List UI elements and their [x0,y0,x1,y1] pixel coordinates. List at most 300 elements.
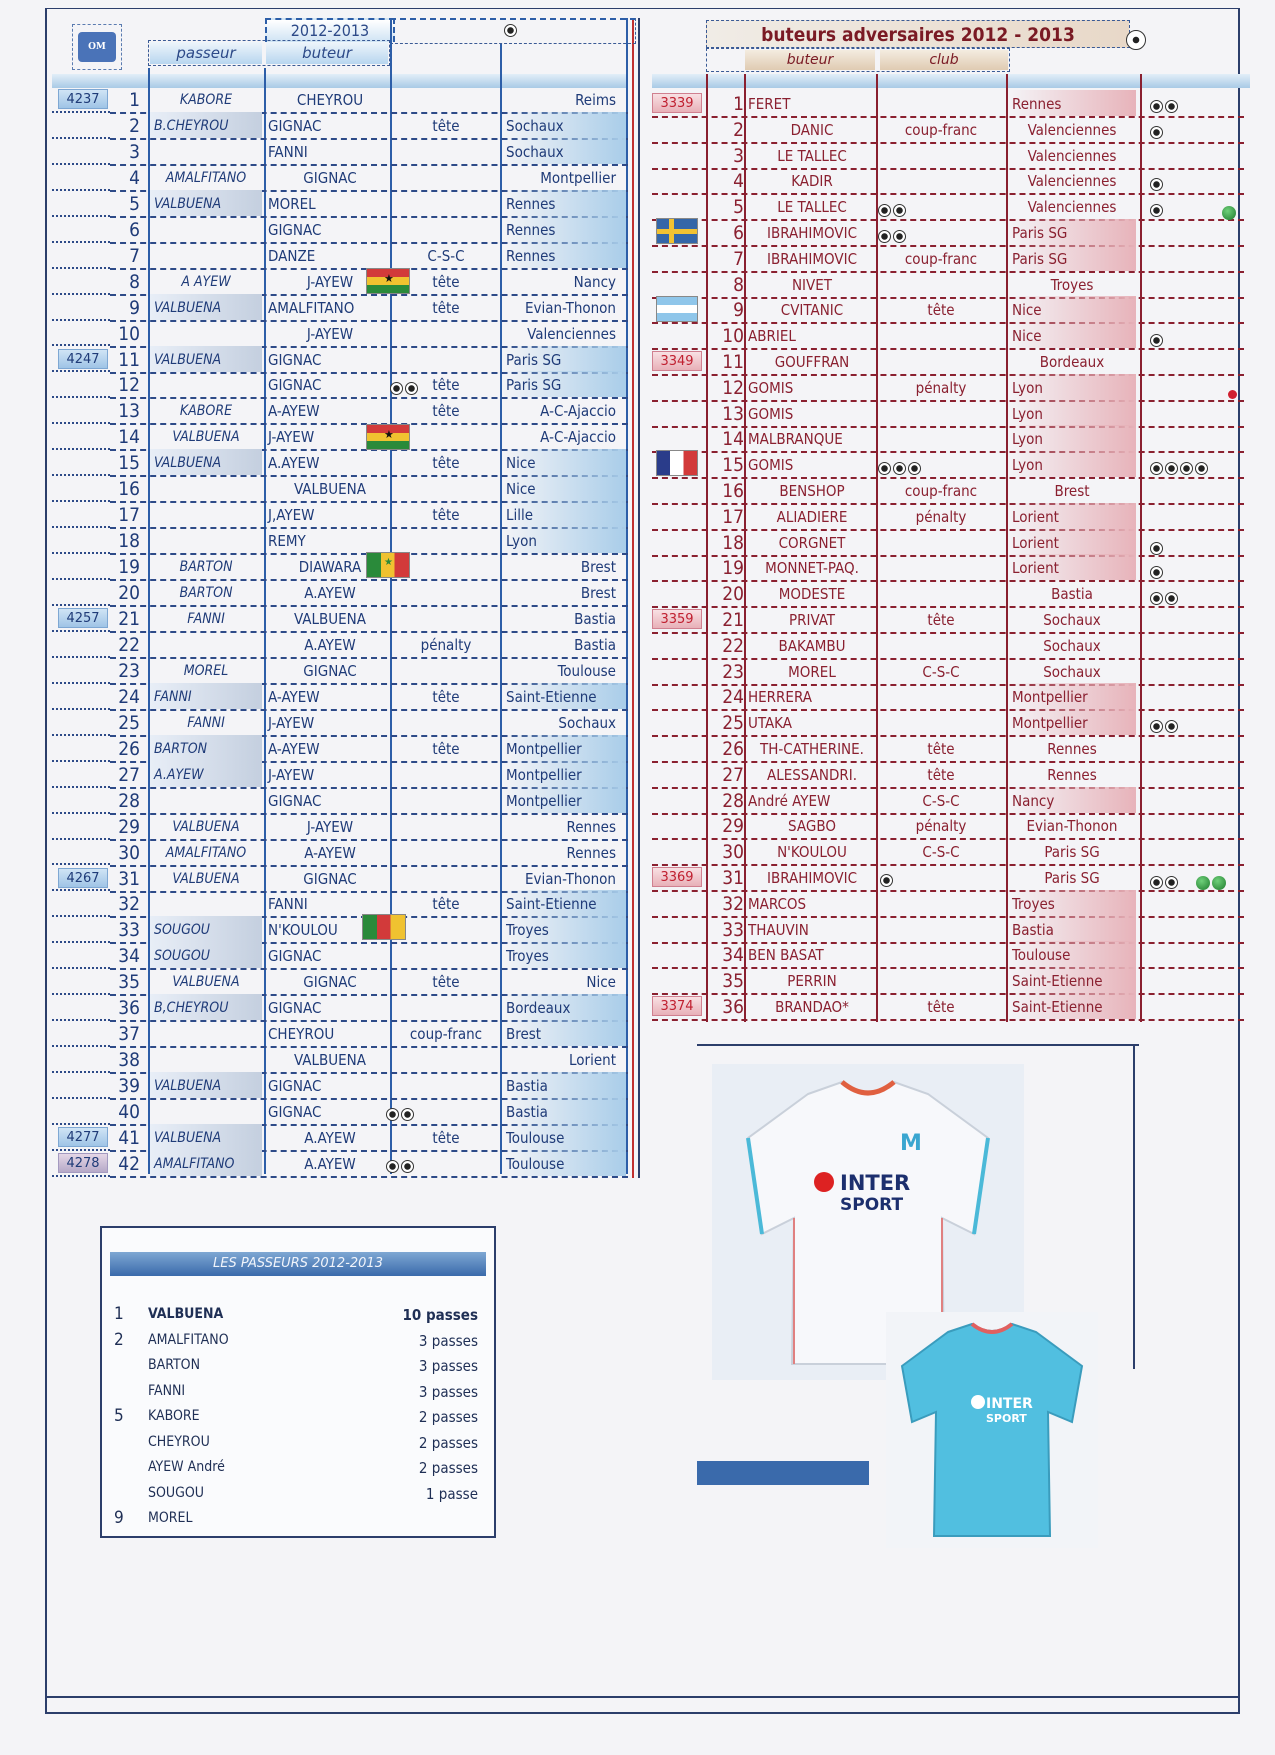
scorer-name: A.AYEW [268,454,320,473]
club-name: Valenciennes [1027,172,1117,191]
goal-type [878,142,1004,168]
table-row [652,658,1244,686]
table-row [110,527,628,555]
scorer-name: GIGNAC [303,973,357,992]
goal-type: tête [432,973,460,992]
scorer-name: DANIC [790,120,834,139]
ball-icon [386,1160,399,1173]
passer-name [150,1098,262,1124]
goal-number: 35 [722,970,744,993]
row-margin [52,295,110,321]
red-ball [1228,384,1237,403]
goal-number: 11 [118,348,140,371]
ball-icon [1150,876,1163,889]
passer-name: KABORE [179,92,233,108]
scorer-name: CHEYROU [296,91,364,109]
table-row [110,787,628,815]
goal-balls [878,458,923,477]
ball-icon [1165,876,1178,889]
club-name: Brest [1054,482,1090,500]
table-row [110,1020,628,1048]
goal-number: 26 [118,737,140,760]
table-row [110,942,628,970]
goal-number: 6 [733,222,744,244]
goal-type [392,164,500,190]
passer-row [102,1432,492,1456]
scorer-name: J-AYEW [306,817,354,836]
club-name: Paris SG [1044,869,1100,887]
passer-name [150,527,262,553]
row-margin [52,269,110,295]
goal-counter-badge: 3349 [652,351,702,371]
table-row [110,657,628,685]
club-name: Nice [1008,322,1136,348]
goal-number: 24 [118,685,140,708]
table-row [652,941,1244,969]
goal-number: 13 [722,402,744,425]
opponent-club: Troyes [502,916,626,942]
table-row [110,449,628,477]
passer-name: SOUGOU [150,916,262,942]
goal-type [392,761,500,787]
argentina-flag-icon [656,296,698,322]
table-row [652,503,1244,531]
ball-icon [878,462,891,475]
green-ball-icon [1222,206,1236,220]
passer-row [102,1355,492,1379]
ball-icon [1165,100,1178,113]
club-name: Paris SG [1008,245,1136,271]
scorer-name: A.AYEW [304,635,356,654]
ball-icon [1150,720,1163,733]
passer-name: AYEW André [148,1459,225,1475]
scorer-name: FANNI [268,895,308,914]
goal-number: 3 [733,144,744,167]
scorer-name: J,AYEW [268,506,315,525]
green-ball-icon [1196,876,1210,890]
passer-name: VALBUENA [148,1306,224,1322]
scorer-name: GIGNAC [268,947,322,966]
goal-type [392,942,500,968]
right-top-bar [652,74,1250,88]
goal-number: 34 [118,945,140,968]
goal-type: pénalty [915,378,967,397]
scorer-name: ALESSANDRI. [766,765,858,784]
passer-name: VALBUENA [150,1072,262,1098]
club-name: Bastia [1008,916,1136,942]
scorer-name: J-AYEW [268,765,315,784]
goal-type [392,216,500,242]
table-row [110,346,628,374]
row-margin [52,554,110,580]
passer-count: 2 passes [418,1459,478,1477]
passer-name [150,1020,262,1046]
goal-balls [1150,562,1165,581]
row-margin [52,762,110,788]
passer-name: FANNI [150,683,262,709]
goal-number: 31 [722,867,744,889]
club-logo-icon: OM [72,24,122,70]
club-name: Paris SG [1008,219,1136,245]
table-row [110,138,628,166]
away-shirt-image [886,1312,1098,1548]
scorer-name: BAKAMBU [778,636,846,655]
scorer-name: BRANDAO* [775,998,849,1016]
row-margin [52,191,110,217]
club-name: Bastia [1051,585,1093,604]
scorer-name: GIGNAC [268,220,322,239]
opponent-club: Toulouse [557,661,616,680]
goal-number: 23 [118,659,140,682]
row-margin [52,476,110,502]
goal-number: 28 [118,789,140,812]
club-name: Bordeaux [1039,353,1105,371]
scorer-name: UTAKA [748,714,792,733]
goal-type [392,813,500,839]
goal-number: 1 [733,93,744,115]
scorer-name: MONNET-PAQ. [765,559,859,578]
goal-type [392,138,500,164]
goal-type [392,839,500,865]
passer-name: BARTON [148,1357,201,1373]
goal-counter-badge: 3339 [652,93,702,113]
opponent-club: Toulouse [502,1124,626,1150]
shirt-frame-right [1133,1044,1135,1369]
ball-icon [401,1160,414,1173]
goal-balls [1150,200,1165,219]
passer-name: BARTON [179,559,233,576]
scorer-name: MARCOS [748,894,807,913]
goal-number: 4 [129,166,140,189]
opponent-club: Brest [580,584,616,603]
scorer-name: IBRAHIMOVIC [767,224,857,242]
goal-type: tête [432,376,460,395]
passer-name [150,216,262,242]
goal-type [392,865,500,891]
goal-type: coup-franc [904,249,978,268]
scorer-name: VALBUENA [294,1051,366,1070]
goal-number: 16 [118,478,140,501]
scorer-name: GIGNAC [268,999,322,1018]
passer-name: BARTON [150,735,262,761]
goal-type [878,709,1004,735]
goal-number: 3 [129,140,140,163]
opponent-club: Bastia [502,1072,626,1098]
table-row [652,296,1244,324]
passers-title: LES PASSEURS 2012-2013 [110,1252,486,1276]
table-row [110,579,628,607]
passer-count: 3 passes [418,1382,478,1401]
passer-name [150,371,262,397]
opponent-club: Rennes [502,242,626,268]
sweden-flag-icon [656,218,698,244]
ball-icon [1195,462,1208,475]
goal-balls [1150,122,1165,141]
ball-icon [390,382,403,395]
ball-icon [878,204,891,217]
scorer-name: DANZE [268,246,316,265]
goal-type [878,580,1004,606]
table-row [652,271,1244,299]
opponent-club: Bastia [502,1098,626,1124]
club-name: Evian-Thonon [1026,817,1118,836]
table-row [652,993,1244,1021]
club-name: Lorient [1008,554,1136,580]
goal-number: 17 [118,504,140,527]
ball-icon [1150,126,1163,139]
passer-name: VALBUENA [172,818,240,835]
row-margin [52,995,110,1021]
club-name: Rennes [1008,90,1136,116]
goal-type [392,190,500,216]
goal-type: tête [432,506,460,525]
goal-type [878,425,1004,451]
ball-icon [504,24,517,37]
table-row [110,112,628,140]
scorer-name: LE TALLEC [777,146,847,165]
table-row [110,709,628,737]
goal-number: 7 [129,244,140,267]
ball-icon [386,1108,399,1121]
goal-type [392,709,500,735]
goal-type [878,683,1004,709]
table-row [652,142,1244,170]
goal-number: 5 [129,192,140,215]
scorer-name: J-AYEW [268,713,315,732]
goal-number: 21 [118,608,140,630]
goal-number: 38 [118,1049,140,1072]
goal-type [878,941,1004,967]
opponent-club: Nice [502,449,626,475]
goal-type [878,916,1004,942]
goal-balls [880,870,895,889]
club-name: Nice [1008,296,1136,322]
goal-balls [1150,96,1180,115]
opponent-club: Saint-Etienne [502,890,626,916]
shirt-frame-top [697,1044,1139,1046]
table-row [110,501,628,529]
goal-number: 2 [129,114,140,137]
row-margin [52,450,110,476]
opponent-buteur-header: buteur [745,50,875,70]
green-balls [1196,872,1228,891]
goal-type [392,346,500,372]
table-row [110,1150,628,1178]
ball-icon [1180,462,1193,475]
ball-icon [1165,462,1178,475]
ball-icon [1150,204,1163,217]
passer-name: BARTON [179,585,233,602]
club-name: Valenciennes [1027,198,1117,217]
goal-type: C-S-C [922,843,960,862]
row-margin [52,658,110,684]
ball-icon [401,1108,414,1121]
club-name: Lyon [1008,374,1136,400]
ball-icon [1150,566,1163,579]
table-row [110,813,628,841]
club-name: Lyon [1008,425,1136,451]
goal-type [878,400,1004,426]
goal-balls [1150,716,1180,735]
goal-type [392,86,500,112]
opponent-club: Evian-Thonon [525,869,616,888]
goal-type [878,554,1004,580]
opponent-club: Nice [586,973,616,992]
row-margin [52,372,110,398]
table-row [110,1124,628,1152]
opponent-club: Brest [502,1020,626,1046]
goal-type: tête [927,611,955,629]
goal-type: tête [927,301,955,320]
opponents-title: buteurs adversaires 2012 - 2013 [706,20,1130,48]
club-name: Nancy [1008,787,1136,813]
club-name: Valenciennes [1027,146,1117,165]
goal-type [392,605,500,631]
goal-number: 13 [118,400,140,423]
goal-type [392,1072,500,1098]
opponent-club: Rennes [566,817,616,836]
passer-rank: 9 [114,1508,124,1528]
goal-type [392,579,500,605]
passer-rank: 5 [114,1406,124,1426]
goal-number: 33 [118,919,140,942]
goal-number: 39 [118,1075,140,1098]
red-ball-icon [1228,390,1237,399]
table-row [110,216,628,244]
season-title: 2012-2013 [265,18,395,42]
table-row [110,683,628,711]
passer-row [102,1406,492,1430]
goal-number: 1 [129,89,140,111]
table-row [652,400,1244,428]
passer-name: FANNI [187,611,225,627]
scorer-name: J-AYEW [268,428,315,447]
goal-type [392,657,500,683]
goal-type: coup-franc [409,1025,483,1044]
passer-row [102,1304,492,1328]
goal-type: C-S-C [922,662,960,681]
buteur-header: buteur [266,42,388,64]
goal-counter-badge: 4247 [58,349,108,369]
goal-balls [390,378,420,397]
goal-number: 8 [733,273,744,296]
row-margin [52,917,110,943]
goal-type: tête [432,298,460,317]
table-row [110,320,628,348]
goal-number: 20 [118,582,140,605]
goal-number: 17 [722,505,744,528]
blue-bar [697,1461,869,1485]
goal-number: 16 [722,480,744,502]
row-margin [52,1099,110,1125]
scorer-name: ABRIEL [748,327,796,346]
goal-number: 41 [118,1127,140,1149]
row-margin [52,891,110,917]
table-row [652,632,1244,660]
goal-balls [386,1156,416,1175]
passer-name [150,890,262,916]
scorer-name: J-AYEW [306,324,354,343]
table-row [110,735,628,763]
goal-number: 14 [722,428,744,451]
scorer-name: FERET [748,95,791,113]
goal-number: 2 [733,118,744,141]
passer-name: VALBUENA [172,429,240,446]
goal-type [878,890,1004,916]
ball-icon [405,382,418,395]
club-name: Lorient [1008,503,1136,529]
club-name: Lyon [1008,451,1136,477]
club-name: Valenciennes [1027,120,1117,139]
goal-number: 24 [722,686,744,709]
green-ball-icon [1212,876,1226,890]
opponent-club: Bordeaux [502,994,626,1020]
scorer-name: GIGNAC [268,350,322,369]
goal-type: tête [432,454,460,473]
scorer-name: N'KOULOU [268,921,338,940]
opponent-club: Sochaux [502,112,626,138]
table-row [110,164,628,192]
opponent-club: Sochaux [558,713,616,732]
goal-counter-badge: 3374 [652,996,702,1016]
table-row [110,1046,628,1074]
scorer-name: A-AYEW [268,739,320,758]
goal-type [878,967,1004,993]
goal-balls [386,1104,416,1123]
passer-name [150,787,262,813]
goal-type [878,167,1004,193]
goal-balls [1150,174,1165,193]
passer-name: MOREL [183,662,229,679]
opponent-club: Rennes [566,843,616,862]
scorer-name: GIGNAC [268,376,322,395]
row-margin [52,736,110,762]
row-margin [52,969,110,995]
scorer-name: J-AYEW [306,272,354,291]
scorer-name: GIGNAC [268,1077,322,1096]
passer-name: KABORE [148,1408,200,1424]
scorer-name: A-AYEW [304,843,356,862]
opponent-club: Montpellier [502,735,626,761]
opponent-club: Nice [502,475,626,501]
passer-name [150,631,262,657]
opponent-club: Lyon [502,527,626,553]
goal-balls [1150,330,1165,349]
goal-number: 15 [722,454,744,477]
cameroon-flag-icon [362,914,406,940]
goal-type [878,271,1004,297]
scorer-name: PRIVAT [788,611,836,629]
table-row [652,219,1244,247]
goal-number: 5 [733,196,744,219]
table-row [110,294,628,322]
svg-text:INTER: INTER [986,1396,1033,1412]
passer-name: SOUGOU [150,942,262,968]
club-name: Saint-Etienne [1008,967,1136,993]
goal-number: 33 [722,918,744,941]
goal-number: 22 [722,634,744,657]
passer-name: VALBUENA [150,346,262,372]
row-margin [52,139,110,165]
passer-name: AMALFITANO [148,1331,229,1348]
row-margin [52,502,110,528]
row-margin [52,1021,110,1047]
goal-type [392,994,500,1020]
goal-type: coup-franc [904,120,978,139]
goal-type: tête [432,402,460,421]
goal-type: C-S-C [922,791,960,810]
goal-type [392,475,500,501]
